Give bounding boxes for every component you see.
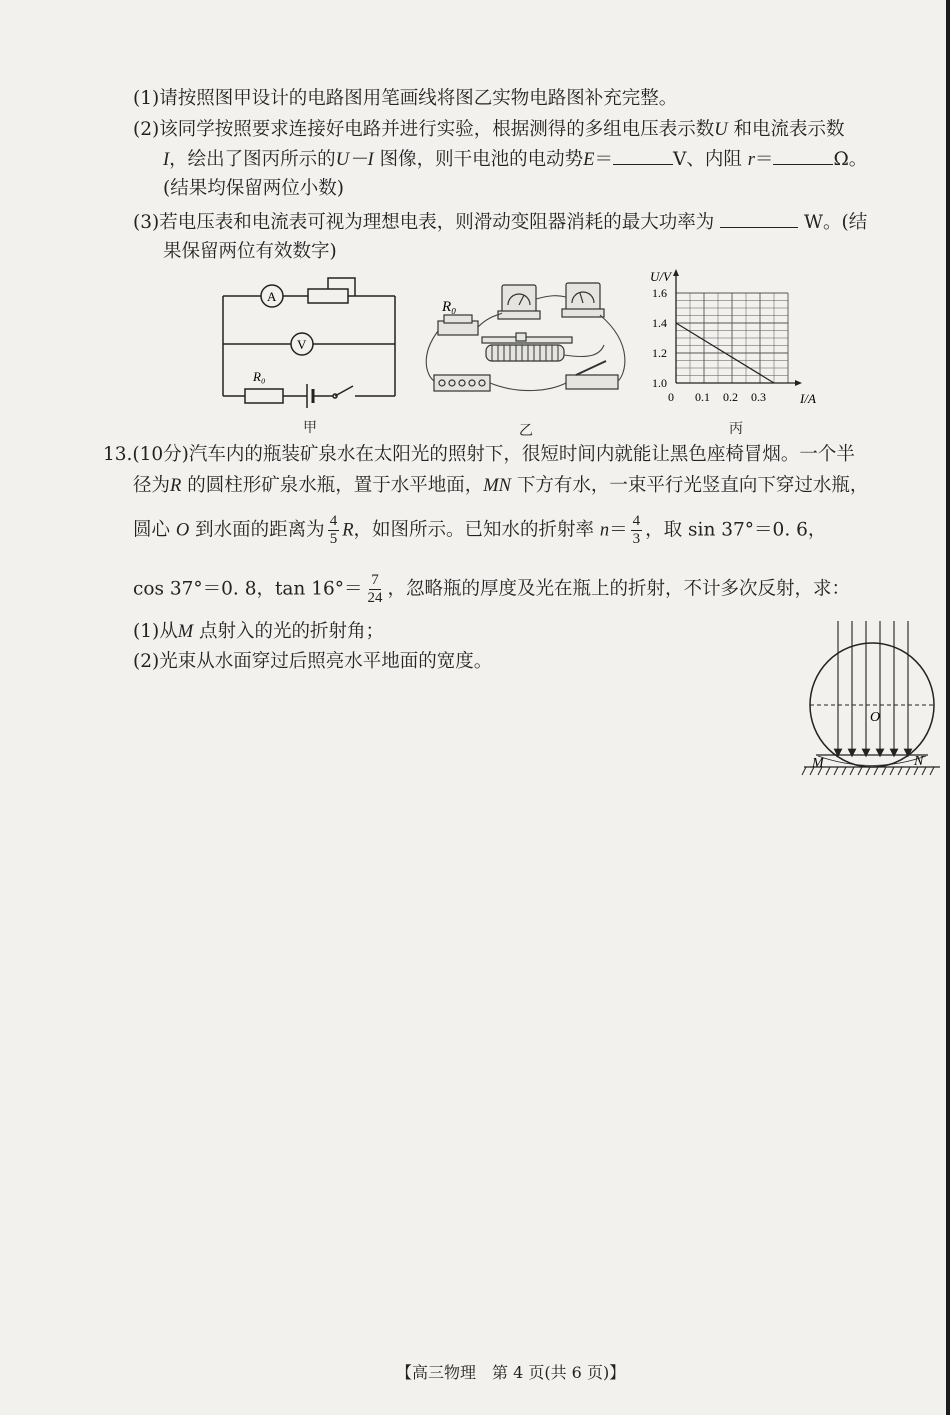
figure-label-jia: 甲 xyxy=(303,420,317,436)
y-tick-label: 1.6 xyxy=(652,286,667,300)
apparatus-photo xyxy=(420,275,630,405)
q13-sub2: (2)光束从水面穿过后照亮水平地面的宽度。 xyxy=(133,651,493,672)
scan-edge xyxy=(946,0,950,1415)
y-tick-label: 1.4 xyxy=(652,316,667,330)
center-o-label: O xyxy=(870,710,881,725)
chart-x-arrow xyxy=(795,380,802,386)
chart-y-label: U/V xyxy=(650,269,671,284)
rheostat-symbol xyxy=(308,289,348,303)
chart-x-label: I/A xyxy=(800,391,816,406)
point-m-label: M xyxy=(812,756,824,771)
bottle-diagram xyxy=(800,615,945,780)
resistor-r0-symbol xyxy=(245,389,283,403)
q12-part2-note: (结果均保留两位小数) xyxy=(163,178,344,199)
point-n-label: N xyxy=(914,754,924,769)
x-tick-label: 0.1 xyxy=(695,390,710,404)
emf-answer-blank[interactable] xyxy=(613,146,673,165)
figure-label-yi: 乙 xyxy=(519,423,533,439)
resistance-answer-blank[interactable] xyxy=(773,146,833,165)
q13-line4: cos 37°＝0. 8，tan 16°＝ $\frac{7}{24}$ ，忽略瓶的厚度及光在瓶上的折射，不计多次反射，求： xyxy=(133,572,851,606)
power-answer-blank[interactable] xyxy=(720,209,798,228)
y-tick-label: 1.2 xyxy=(652,346,667,360)
q13-line1: 13.(10分)汽车内的瓶装矿泉水在太阳光的照射下，很短时间内就能让黑色座椅冒烟。一个半 xyxy=(103,444,855,465)
q13-line3: 圆心 O 到水面的距离为 $\frac{4}{5}$ R，如图所示。已知水的折射率 n＝ $\frac{4}{3}$ ，取 sin 37°＝0. 6， xyxy=(133,513,827,547)
circuit-diagram xyxy=(215,270,405,410)
y-tick-label: 1.0 xyxy=(652,376,667,390)
light-rays xyxy=(838,621,908,753)
resistor-label: R₀ xyxy=(253,369,266,384)
photo-r0-label: R₀ xyxy=(442,299,457,315)
q12-part3-line2: 果保留两位有效数字) xyxy=(163,241,337,262)
chart-y-arrow xyxy=(673,269,679,276)
ui-chart xyxy=(640,265,830,415)
voltmeter-device xyxy=(566,283,600,311)
x-tick-label: 0 xyxy=(668,390,674,404)
voltmeter-label: V xyxy=(297,337,307,352)
switch-device xyxy=(566,375,618,389)
page-footer: 【高三物理 第 4 页(共 6 页)】 xyxy=(396,1363,626,1382)
q12-part3-line1: (3)若电压表和电流表可视为理想电表，则滑动变阻器消耗的最大功率为 W。(结 xyxy=(133,209,867,236)
fraction-four-fifths: $\frac{4}{5}$ xyxy=(329,513,338,547)
q13-sub1: (1)从M 点射入的光的折射角； xyxy=(133,621,385,642)
fraction-four-thirds: $\frac{4}{3}$ xyxy=(632,513,641,547)
x-tick-label: 0.2 xyxy=(723,390,738,404)
q12-part1: (1)请按照图甲设计的电路图用笔画线将图乙实物电路图补充完整。 xyxy=(133,88,678,109)
q12-part2-line2: I，绘出了图丙所示的U－I 图像，则干电池的电动势E＝ V、内阻 r＝ Ω。 xyxy=(163,146,867,173)
fraction-seven-24ths: $\frac{7}{24}$ xyxy=(367,572,383,606)
q13-line2: 径为R 的圆柱形矿泉水瓶，置于水平地面，MN 下方有水，一束平行光竖直向下穿过水瓶， xyxy=(133,475,869,496)
chart-grid xyxy=(676,293,788,383)
ammeter-device xyxy=(502,285,536,313)
q12-part2-line1: (2)该同学按照要求连接好电路并进行实验，根据测得的多组电压表示数U 和电流表示数 xyxy=(133,119,845,140)
x-tick-label: 0.3 xyxy=(751,390,766,404)
figure-label-bing: 丙 xyxy=(729,421,743,437)
ammeter-label: A xyxy=(267,289,277,304)
